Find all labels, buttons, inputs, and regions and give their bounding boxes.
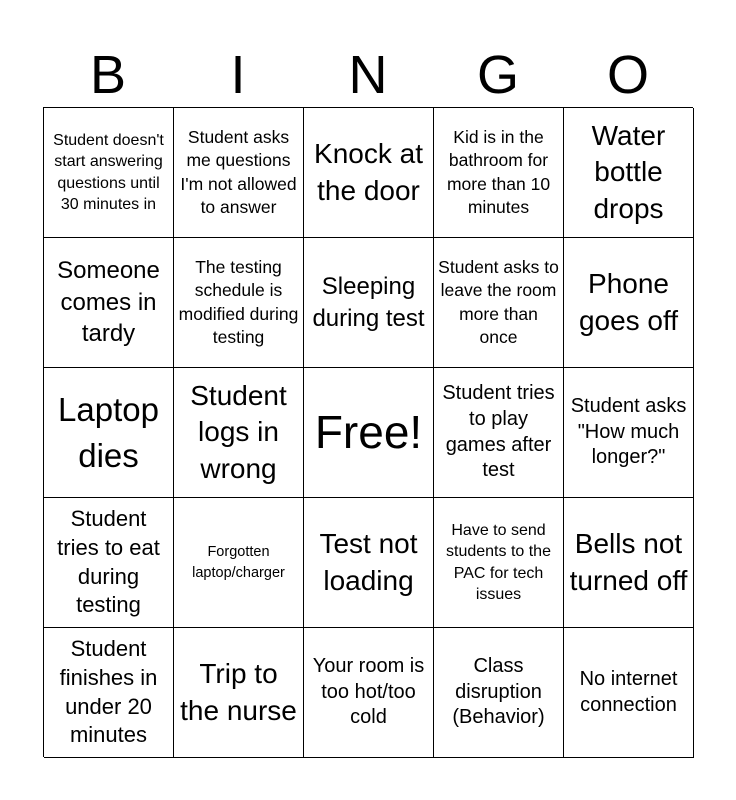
cell-text: Student asks to leave the room more than once [438,257,559,347]
bingo-cell[interactable] [434,628,564,758]
cell-text: Student asks "How much longer?" [570,395,687,469]
header-letter-b: B [89,45,127,105]
free-space-cell[interactable] [304,368,434,498]
bingo-cell[interactable] [304,628,434,758]
header-letter-o: O [606,45,649,105]
cell-text: Sleeping during test [312,272,425,332]
cell-text: Student tries to play games after test [442,382,555,482]
cell-text: Student tries to eat during testing [57,506,160,618]
cell-text: Forgotten laptop/charger [192,544,285,581]
cell-text: Someone comes in tardy [57,256,160,348]
cell-text: Student finishes in under 20 minutes [59,636,158,748]
bingo-cell[interactable] [304,108,434,238]
bingo-cell[interactable] [174,108,304,238]
bingo-cell[interactable] [564,368,694,498]
bingo-cell[interactable] [174,628,304,758]
cell-text: Your room is too hot/too cold [312,655,425,729]
cell-text: Knock at the door [314,138,423,206]
bingo-cell[interactable] [44,628,174,758]
bingo-cell[interactable] [564,108,694,238]
bingo-cell[interactable] [434,238,564,368]
bingo-cell[interactable] [174,238,304,368]
cell-text: Laptop dies [58,390,159,474]
cell-text: Student logs in wrong [190,379,287,484]
header-letter-g: G [476,45,519,105]
cell-text: The testing schedule is modified during testing [178,257,299,347]
bingo-cell[interactable] [434,498,564,628]
cell-text: Bells not turned off [569,528,688,596]
header-letter-n: N [348,45,388,105]
bingo-cell[interactable] [44,108,174,238]
cell-text: Kid is in the bathroom for more than 10 minutes [446,127,551,217]
bingo-cell[interactable] [304,238,434,368]
cell-text: No internet connection [579,667,678,716]
bingo-cell[interactable] [174,368,304,498]
cell-text: Water bottle drops [591,119,666,224]
bingo-cell[interactable] [434,368,564,498]
bingo-cell[interactable] [44,368,174,498]
bingo-cell[interactable] [174,498,304,628]
bingo-cell[interactable] [434,108,564,238]
cell-text: Class disruption (Behavior) [452,655,545,729]
bingo-header [43,44,693,106]
cell-text: Student asks me questions I'm not allowed to answer [180,127,297,217]
bingo-board [43,107,693,757]
free-space-text: Free! [314,406,423,459]
cell-text: Trip to the nurse [180,658,297,726]
bingo-cell[interactable] [564,628,694,758]
bingo-cell[interactable] [44,238,174,368]
header-letter-i: I [230,45,246,105]
cell-text: Phone goes off [578,268,679,336]
bingo-cell[interactable] [564,238,694,368]
cell-text: Student doesn't start answering questions until 30 minutes in [53,132,164,213]
bingo-cell[interactable] [564,498,694,628]
cell-text: Have to send students to the PAC for tech issues [446,522,551,603]
bingo-cell[interactable] [44,498,174,628]
cell-text: Test not loading [319,528,418,596]
bingo-cell[interactable] [304,498,434,628]
